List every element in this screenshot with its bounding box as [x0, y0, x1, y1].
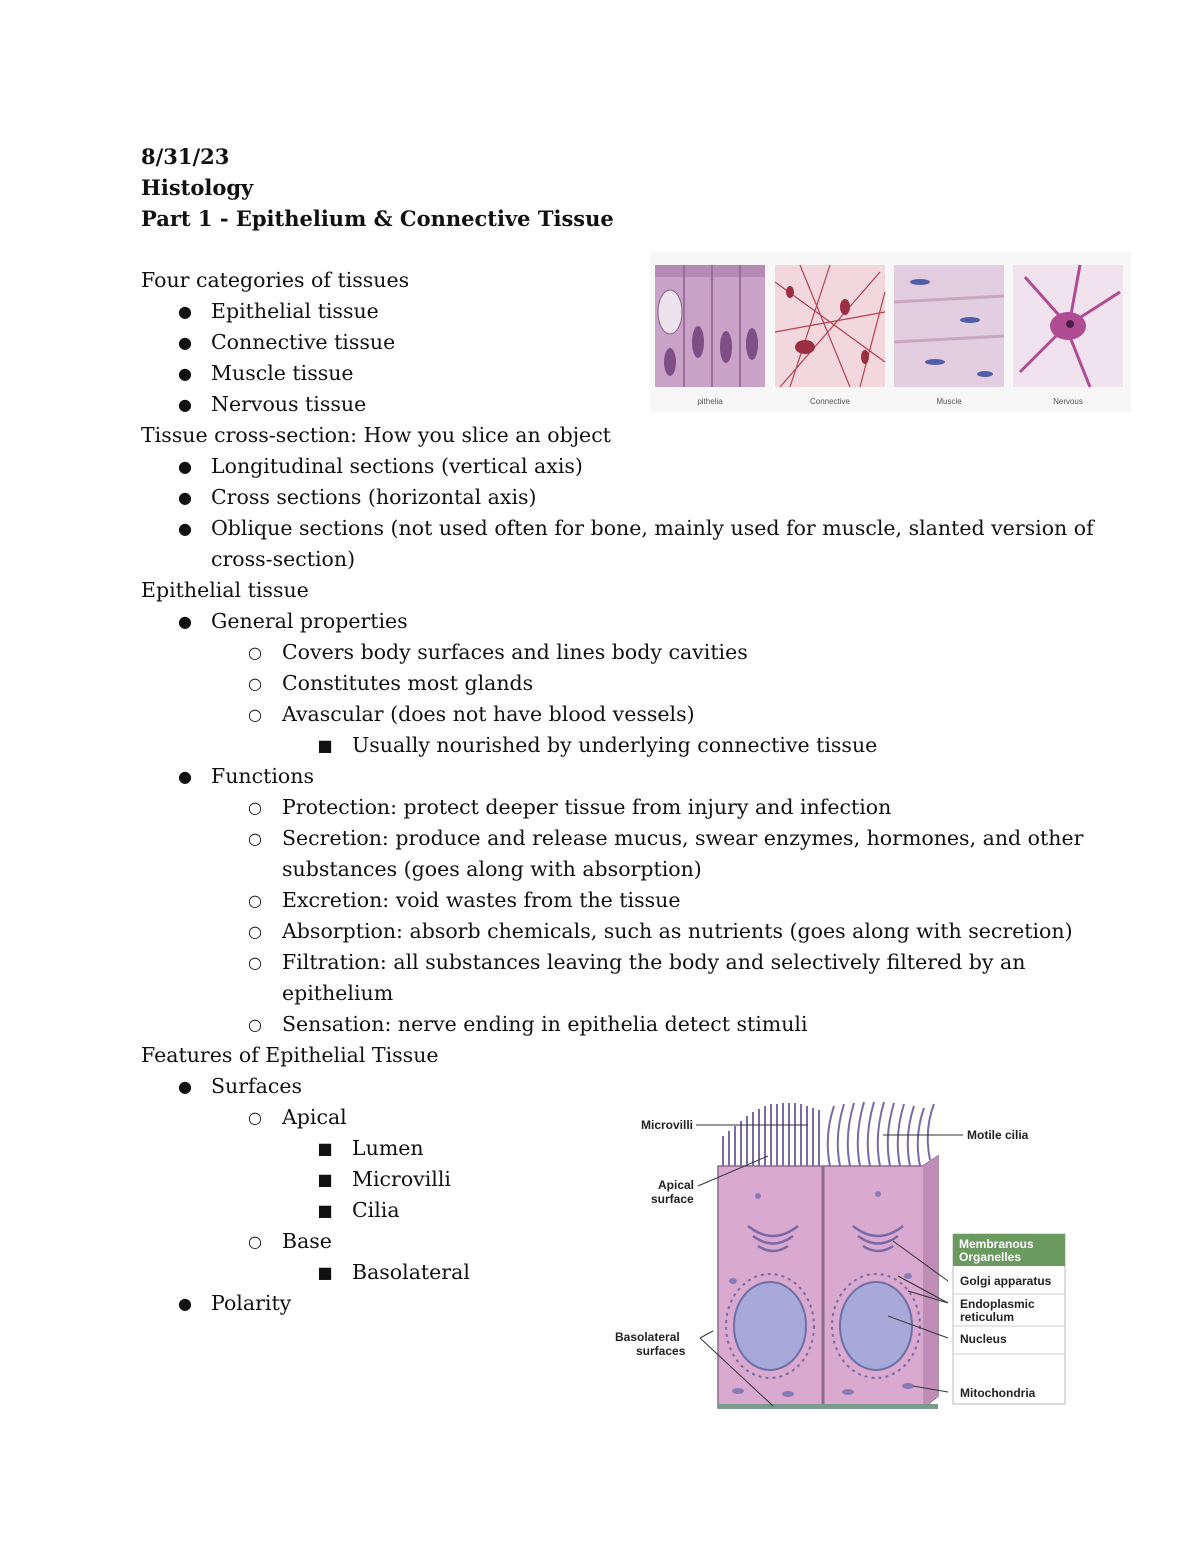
epithelial-micrograph — [655, 265, 765, 387]
label-motile-cilia: Motile cilia — [967, 1128, 1029, 1142]
note-part-title: Part 1 - Epithelium & Connective Tissue — [141, 206, 614, 231]
list-item-text: Avascular (does not have blood vessels) — [282, 702, 695, 726]
list-item-text: Basolateral — [352, 1260, 470, 1284]
legend-mitochondria: Mitochondria — [960, 1386, 1036, 1400]
list-item-text: Epithelial tissue — [211, 299, 379, 323]
list-item — [141, 1009, 1041, 1040]
heading-epithelial-tissue: Epithelial tissue — [141, 578, 309, 602]
figure-caption-epithelial: pithelia — [697, 397, 723, 406]
tissue-types-figure — [650, 252, 1131, 412]
square-bullet-icon: ■ — [317, 1139, 333, 1158]
disc-bullet-icon: ● — [178, 767, 192, 786]
square-bullet-icon: ■ — [317, 1170, 333, 1189]
list-item-text: General properties — [211, 609, 408, 633]
connective-micrograph — [775, 265, 885, 387]
disc-bullet-icon: ● — [178, 519, 192, 538]
list-item-text: Microvilli — [352, 1167, 451, 1191]
label-microvilli: Microvilli — [641, 1118, 694, 1132]
list-item-text: Secretion: produce and release mucus, swear enzymes, hormones, and other — [282, 826, 1084, 850]
disc-bullet-icon: ● — [178, 457, 192, 476]
disc-bullet-icon: ● — [178, 364, 192, 383]
list-item — [141, 947, 1041, 978]
square-bullet-icon: ■ — [317, 736, 333, 755]
list-item — [141, 823, 1084, 854]
circle-bullet-icon: ○ — [248, 922, 262, 941]
list-item-text: Functions — [211, 764, 314, 788]
figure-caption-connective: Connective — [809, 397, 851, 406]
list-item — [141, 761, 1041, 792]
list-item — [141, 668, 1041, 699]
list-item-text: Longitudinal sections (vertical axis) — [211, 454, 583, 478]
circle-bullet-icon: ○ — [248, 829, 262, 848]
disc-bullet-icon: ● — [178, 302, 192, 321]
disc-bullet-icon: ● — [178, 1294, 192, 1313]
list-item-text: Muscle tissue — [211, 361, 354, 385]
heading-cross-section: Tissue cross-section: How you slice an object — [141, 423, 611, 447]
list-item-text: Lumen — [352, 1136, 424, 1160]
list-item-text: Excretion: void wastes from the tissue — [282, 888, 681, 912]
note-date: 8/31/23 — [141, 144, 230, 169]
label-basolateral-line2: surfaces — [636, 1344, 686, 1358]
legend-nucleus: Nucleus — [960, 1332, 1007, 1346]
heading-features: Features of Epithelial Tissue — [141, 1043, 439, 1067]
disc-bullet-icon: ● — [178, 333, 192, 352]
label-apical-line1: Apical — [658, 1178, 695, 1192]
legend-er-line2: reticulum — [960, 1310, 1015, 1324]
list-item-text: Polarity — [211, 1291, 292, 1315]
list-item-text: Covers body surfaces and lines body cavities — [282, 640, 748, 664]
list-item — [141, 513, 1094, 544]
list-item-text: Protection: protect deeper tissue from injury and infection — [282, 795, 892, 819]
square-bullet-icon: ■ — [317, 1263, 333, 1282]
list-item-text: Base — [282, 1229, 332, 1253]
figure-caption-nervous: Nervous — [1053, 397, 1083, 406]
list-item-text: Constitutes most glands — [282, 671, 534, 695]
list-item — [141, 730, 1041, 761]
list-item-continuation: substances (goes along with absorption) — [282, 857, 702, 881]
legend-er-line1: Endoplasmic — [960, 1297, 1035, 1311]
list-item-text: Usually nourished by underlying connective tissue — [352, 733, 878, 757]
label-apical-line2: surface — [651, 1192, 694, 1206]
circle-bullet-icon: ○ — [248, 953, 262, 972]
list-item — [141, 482, 1041, 513]
disc-bullet-icon: ● — [178, 395, 192, 414]
list-item-text: Oblique sections (not used often for bone, mainly used for muscle, slanted version of — [211, 516, 1094, 540]
legend-title-line2: Organelles — [959, 1250, 1022, 1264]
list-item-text: Absorption: absorb chemicals, such as nutrients (goes along with secretion) — [282, 919, 1073, 943]
disc-bullet-icon: ● — [178, 488, 192, 507]
list-item-text: Surfaces — [211, 1074, 302, 1098]
circle-bullet-icon: ○ — [248, 705, 262, 724]
list-item — [141, 916, 1073, 947]
list-item-text: Sensation: nerve ending in epithelia detect stimuli — [282, 1012, 808, 1036]
disc-bullet-icon: ● — [178, 612, 192, 631]
circle-bullet-icon: ○ — [248, 1015, 262, 1034]
heading-tissue-categories: Four categories of tissues — [141, 268, 410, 292]
circle-bullet-icon: ○ — [248, 1108, 262, 1127]
epithelial-cell-diagram — [608, 1076, 1072, 1428]
list-item — [141, 606, 1041, 637]
list-item-text: Filtration: all substances leaving the body and selectively filtered by an — [282, 950, 1026, 974]
list-item — [141, 699, 1041, 730]
list-item — [141, 792, 1041, 823]
list-item-text: Apical — [282, 1105, 347, 1129]
list-item-text: Cross sections (horizontal axis) — [211, 485, 537, 509]
circle-bullet-icon: ○ — [248, 643, 262, 662]
list-item-text: Cilia — [352, 1198, 400, 1222]
list-item-text: Connective tissue — [211, 330, 396, 354]
note-subject: Histology — [141, 175, 254, 200]
list-item — [141, 885, 1041, 916]
legend-title-line1: Membranous — [959, 1237, 1034, 1251]
figure-caption-muscle: Muscle — [936, 397, 962, 406]
legend-golgi: Golgi apparatus — [960, 1274, 1052, 1288]
disc-bullet-icon: ● — [178, 1077, 192, 1096]
circle-bullet-icon: ○ — [248, 891, 262, 910]
circle-bullet-icon: ○ — [248, 674, 262, 693]
circle-bullet-icon: ○ — [248, 1232, 262, 1251]
list-item-continuation: epithelium — [282, 981, 394, 1005]
note-header — [141, 141, 614, 234]
list-item-continuation: cross-section) — [211, 547, 356, 571]
muscle-micrograph — [894, 265, 1004, 387]
list-item-text: Nervous tissue — [211, 392, 367, 416]
circle-bullet-icon: ○ — [248, 798, 262, 817]
organelles-legend — [953, 1234, 1065, 1404]
nervous-micrograph — [1013, 265, 1123, 387]
list-item — [141, 637, 1041, 668]
list-item — [141, 451, 1041, 482]
square-bullet-icon: ■ — [317, 1201, 333, 1220]
label-basolateral-line1: Basolateral — [615, 1330, 680, 1344]
